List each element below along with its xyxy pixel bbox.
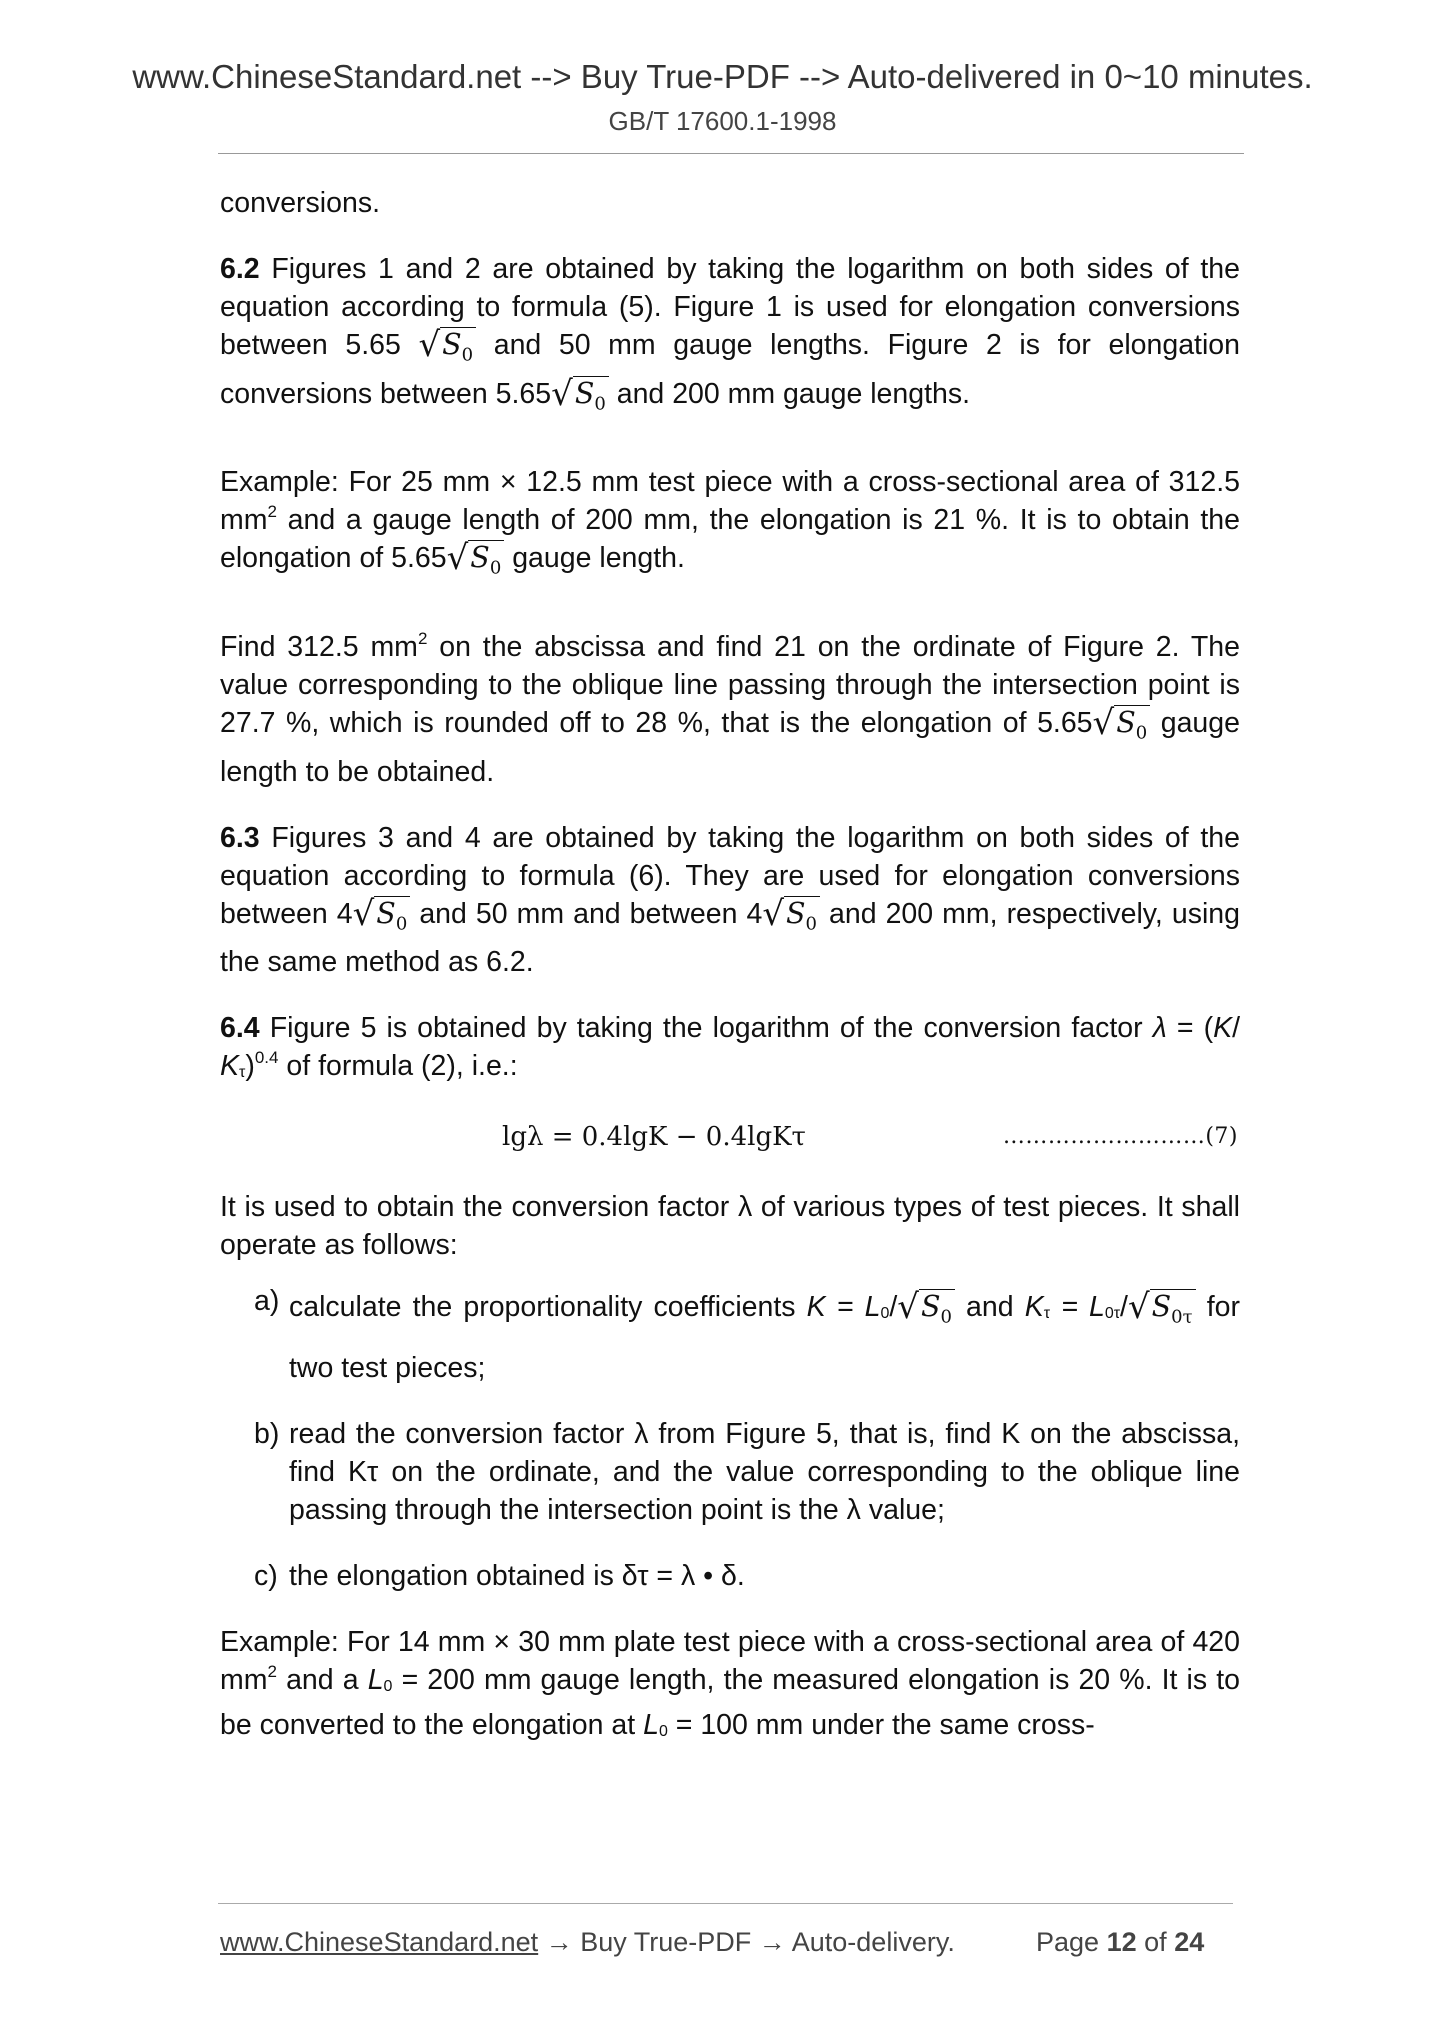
list-item-a: a) calculate the proportionality coefficients $K = L0/√S_0$ and $K\tau = L0\tau/√S_{0\tau}$ for two test pieces;	[254, 1282, 1240, 1393]
section-number: 6.3	[220, 821, 260, 854]
sqrt-s0-formula: $√S_0$	[353, 895, 411, 944]
page-number: Page 12 of 24	[1036, 1927, 1205, 1957]
section-number: 6.2	[220, 253, 260, 285]
header-divider	[218, 153, 1244, 154]
formula-expression: lgλ = 0.4lgK − 0.4lgKτ	[502, 1122, 806, 1153]
sqrt-s0-formula: $√S_0$	[897, 1282, 955, 1343]
sqrt-s0-formula: $√S_0$	[418, 326, 476, 375]
list-item-b: b) read the conversion factor λ from Figure 5, that is, find K on the abscissa, find Kτ on the ordinate, and the value corresponding to the oblique line passing through the intersection point is the λ value;	[254, 1418, 1240, 1527]
example-paragraph-1: Example: For 25 mm × 12.5 mm test piece with a cross-sectional area of 312.5 $mm^2$ and a gauge length of 200 mm, the elongation is 21 %. It is to obtain the elongation of $5.65√S_0$ gauge length.	[220, 463, 1240, 588]
procedure-list	[220, 1282, 1240, 1595]
section-text: and 200 mm gauge lengths.	[616, 377, 971, 410]
find-paragraph: Find 312.5 $mm^2$ on the abscissa and find 21 on the ordinate of Figure 2. The value corresponding to the oblique line passing through the intersection point is 27.7 %, which is rounded off to 28 %, that is the elongation of $5.65√S_0$ gauge length to be obtained.	[220, 629, 1240, 788]
standard-number: GB/T 17600.1-1998	[608, 106, 837, 136]
footer-link[interactable]: www.ChineseStandard.net	[220, 1927, 539, 1957]
sqrt-s0t-formula: $√S_{0\tau}$	[1128, 1282, 1196, 1343]
footer-tagline: → Buy True-PDF → Auto-delivery.	[545, 1927, 955, 1957]
section-6-2	[220, 250, 1240, 423]
section-6-4: 6.4 Figure 5 is obtained by taking the logarithm of the conversion factor λ = (K/ Kτ)$^{0.4}$ of formula (2), i.e.:	[220, 1012, 1241, 1083]
usage-paragraph: It is used to obtain the conversion factor λ of various types of test pieces. It shall operate as follows:	[220, 1191, 1240, 1262]
section-number: 6.4	[220, 1012, 260, 1045]
footer-divider	[218, 1903, 1233, 1904]
footer-text	[220, 1927, 955, 1958]
header-banner: www.ChineseStandard.net --> Buy True-PDF --> Auto-delivered in 0~10 minutes.	[132, 58, 1313, 95]
section-text: and 50 mm gauge lengths. Figure 2 is for elongation conversions between 5.65	[220, 329, 1241, 410]
sqrt-s0-formula: $√S_0$	[762, 895, 820, 944]
formula-number: ………………………(7)	[1002, 1124, 1238, 1150]
example-paragraph-2: Example: For 14 mm × 30 mm plate test piece with a cross-sectional area of 420 $mm^2$ and a L0 = 200 mm gauge length, the measured elongation is 20 %. It is to be converted to the elongation at L0 = 100 mm under the same cross-	[220, 1626, 1241, 1742]
section-6-3: 6.3 Figures 3 and 4 are obtained by taking the logarithm on both sides of the equation according to formula (6). They are used for elongation conversions between $4√S_0$ and 50 mm and between $4√S_0$ and 200 mm, respectively, using the same method as 6.2.	[220, 821, 1240, 979]
sqrt-s0-formula: $√S_0$	[1093, 704, 1151, 753]
list-item-c: c) the elongation obtained is δτ = λ • δ.	[254, 1560, 745, 1593]
section-text: Figures 1 and 2 are obtained by taking the logarithm on both sides of the equation according to formula (5). Figure 1 is used for elongation conversions between 5.65	[220, 253, 1240, 361]
sqrt-s0-formula: $√S_0$	[551, 375, 609, 424]
paragraph-continuation: conversions.	[220, 187, 380, 219]
document-body	[220, 184, 1240, 1751]
sqrt-s0-formula: $√S_0$	[447, 539, 505, 588]
formula-7	[220, 1110, 1240, 1160]
